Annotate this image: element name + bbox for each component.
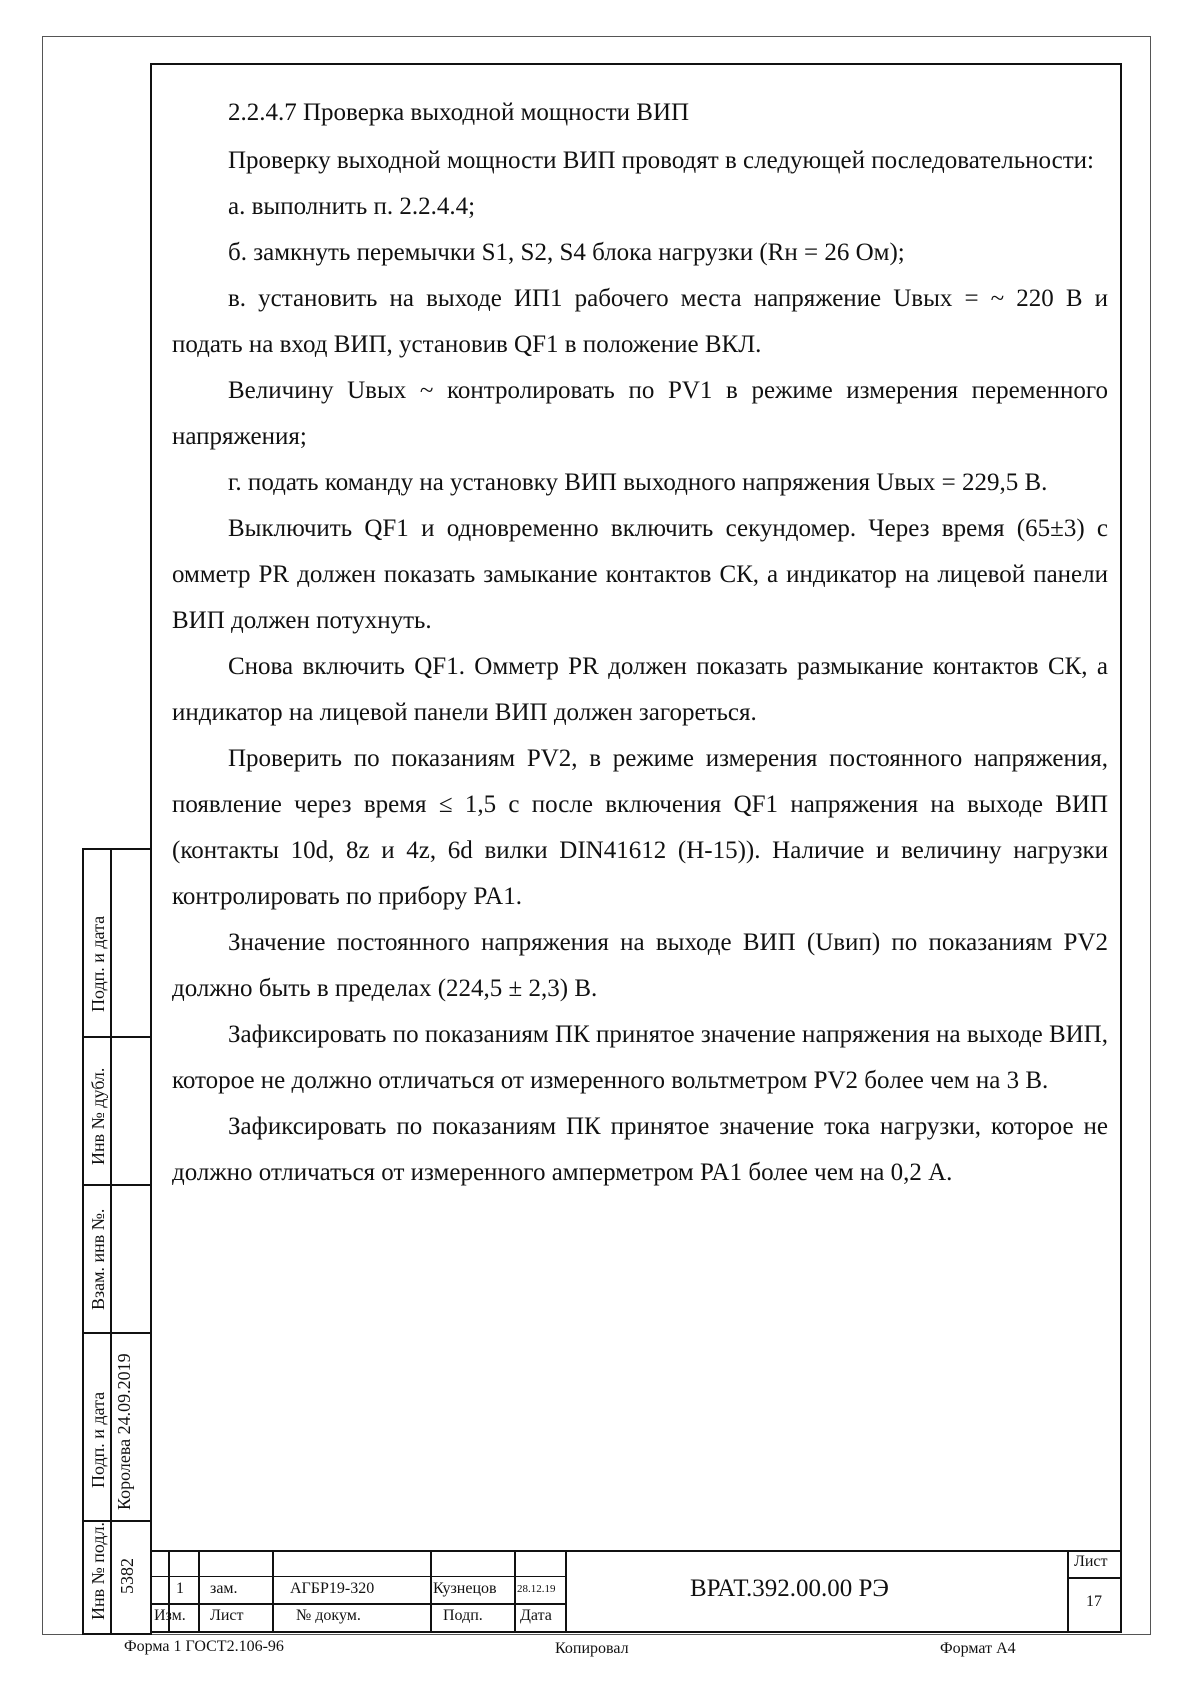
form-label: Форма 1 ГОСТ2.106-96 (124, 1638, 284, 1655)
label-replace-inv: Взам. инв №. (88, 1208, 108, 1310)
list-item-c: в. установить на выходе ИП1 рабочего места напряжение Uвых = ~ 220 В и подать на вход ВИП, установив QF1 в положение ВКЛ. (172, 285, 1108, 358)
paragraph: Проверить по показаниям PV2, в режиме измерения постоянного напряжения, появление через время ≤ 1,5 с после включения QF1 напряжения на выходе ВИП (контакты 10d, 8z и 4z, 6d вилки DIN41612 (Н-15)). Наличие и величину нагрузки контролировать по прибору PA1. (172, 745, 1108, 910)
tb-line (150, 1550, 1122, 1552)
inv-value: 5382 (117, 1558, 137, 1594)
tb-line (430, 1550, 432, 1633)
format-label: Формат А4 (940, 1640, 1016, 1657)
paragraph: Зафиксировать по показаниям ПК принятое значение тока нагрузки, которое не должно отличаться от измеренного амперметром PA1 более чем на 0,2 А. (172, 1113, 1108, 1186)
tb-line (565, 1550, 567, 1633)
paragraph: Выключить QF1 и одновременно включить секундомер. Через время (65±3) с омметр PR должен показать замыкание контактов СК, а индикатор на лицевой панели ВИП должен потухнуть. (172, 515, 1108, 634)
tb-line (1067, 1577, 1122, 1579)
strip-divider (110, 848, 112, 1635)
hdr-list: Лист (210, 1607, 244, 1624)
sheet-number: 17 (1086, 1593, 1102, 1610)
paragraph: Снова включить QF1. Омметр PR должен показать размыкание контактов СК, а индикатор на лицевой панели ВИП должен загореться. (172, 653, 1108, 726)
tb-line (198, 1550, 200, 1633)
paragraph: Величину Uвых ~ контролировать по PV1 в режиме измерения переменного напряжения; (172, 377, 1108, 450)
document-body (172, 90, 1108, 1196)
tb-line (1067, 1550, 1069, 1633)
paragraph: Зафиксировать по показаниям ПК принятое значение напряжения на выходе ВИП, которое не должно отличаться от измеренного вольтметром PV2 более чем на 3 В. (172, 1021, 1108, 1094)
sheet-label: Лист (1074, 1553, 1108, 1570)
signer-name: Кузнецов (433, 1580, 497, 1597)
tb-line (272, 1550, 274, 1633)
copied-label: Копировал (555, 1640, 629, 1657)
label-inv-dup: Инв № дубл. (88, 1067, 108, 1165)
list-item-b: б. замкнуть перемычки S1, S2, S4 блока нагрузки (Rн = 26 Ом); (228, 239, 905, 266)
doc-number: АГБР19-320 (290, 1580, 375, 1597)
list-item-d: г. подать команду на установку ВИП выходного напряжения Uвых = 229,5 В. (228, 469, 1048, 496)
document-designation: ВРАТ.392.00.00 РЭ (690, 1575, 889, 1602)
hdr-doc: № докум. (296, 1607, 361, 1624)
hdr-sign: Подп. (443, 1607, 483, 1624)
list-item-a: а. выполнить п. 2.2.4.4; (228, 193, 476, 220)
paragraph: Проверку выходной мощности ВИП проводят в следующей последовательности: (228, 147, 1094, 174)
label-sign-date: Подп. и дата (88, 915, 108, 1012)
label-inv-orig: Инв № подл. (88, 1521, 108, 1620)
change-date: 28.12.19 (517, 1583, 556, 1595)
section-heading: 2.2.4.7 Проверка выходной мощности ВИП (228, 99, 690, 126)
hdr-izm: Изм. (154, 1607, 186, 1624)
hdr-date: Дата (520, 1607, 552, 1624)
change-type: зам. (210, 1580, 238, 1597)
label-sign-date-2: Подп. и дата (88, 1391, 108, 1488)
paragraph: Значение постоянного напряжения на выходе ВИП (Uвип) по показаниям PV2 должно быть в пределах (224,5 ± 2,3) В. (172, 929, 1108, 1002)
sign-value: Королева 24.09.2019 (114, 1353, 134, 1510)
change-no: 1 (176, 1580, 184, 1597)
tb-line (150, 1576, 565, 1577)
tb-line (514, 1550, 516, 1633)
tb-line (150, 1603, 565, 1605)
